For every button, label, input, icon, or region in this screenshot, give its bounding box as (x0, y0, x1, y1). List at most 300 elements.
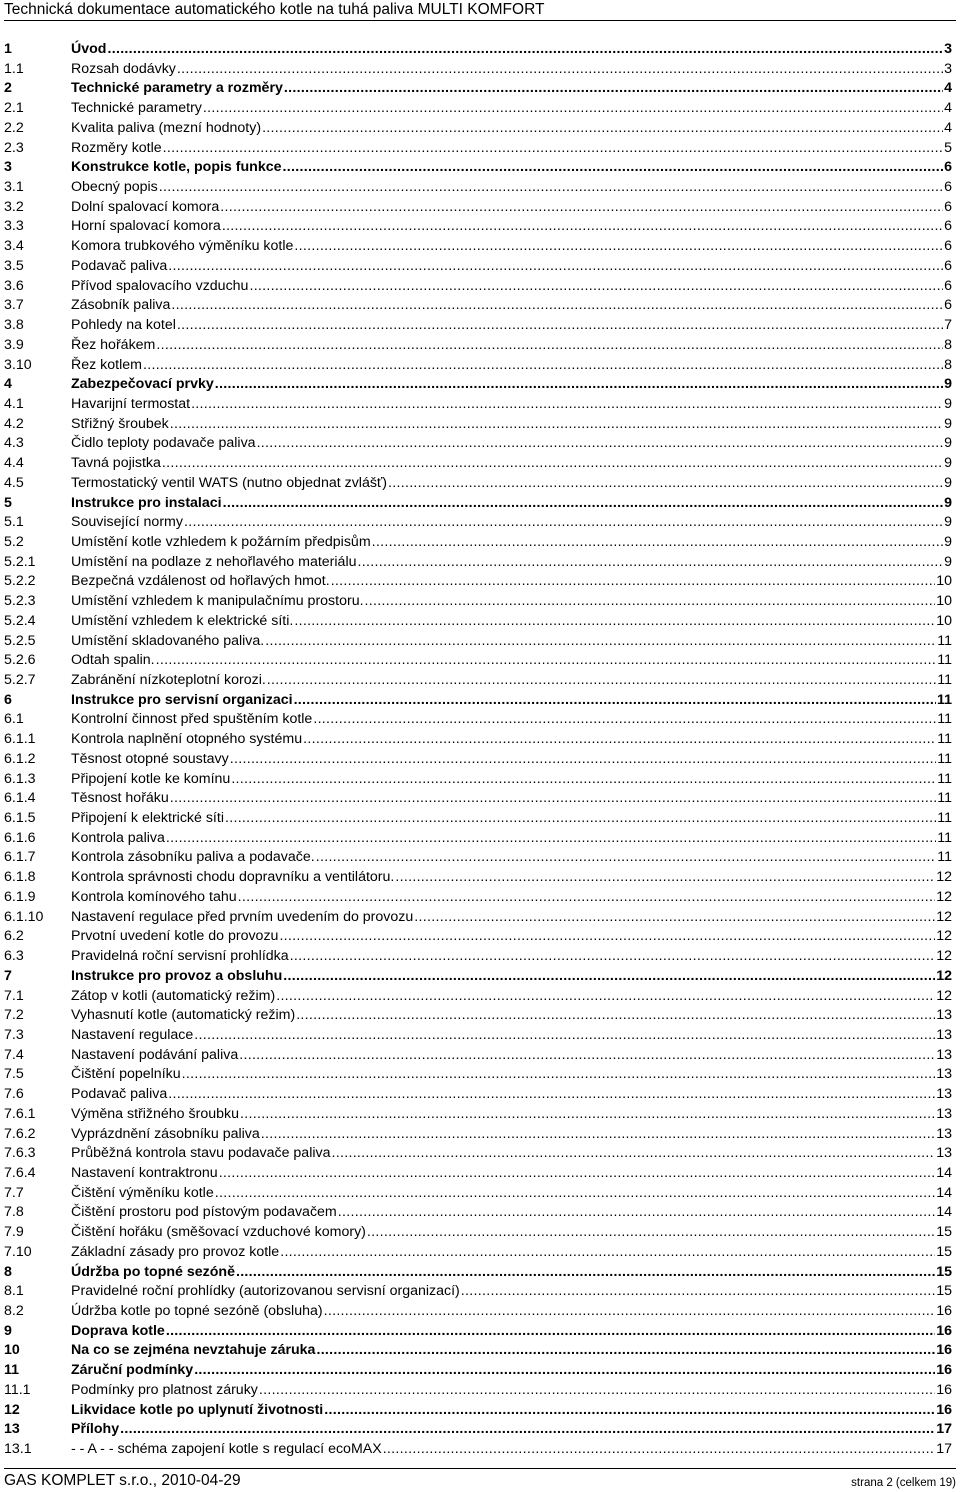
toc-entry-number: 6.1.4 (4, 790, 36, 807)
toc-entry[interactable] (4, 1065, 952, 1085)
toc-entry-page: 16 (936, 1342, 952, 1359)
toc-entry-page: 11 (937, 770, 952, 787)
toc-entry[interactable] (4, 277, 952, 297)
toc-entry-title: Nastavení podávání paliva (71, 1046, 239, 1063)
dot-leader (283, 158, 944, 178)
toc-entry-number: 13 (4, 1421, 20, 1438)
toc-entry-page: 11 (937, 849, 952, 866)
toc-entry-page: 13 (936, 1026, 952, 1043)
toc-entry[interactable] (4, 1440, 952, 1460)
dot-leader (367, 1223, 935, 1243)
dot-leader (290, 947, 936, 967)
toc-entry-title: Úvod (71, 41, 107, 57)
toc-entry-number: 7.1 (4, 987, 24, 1004)
dot-leader (294, 612, 935, 632)
toc-entry-page: 9 (944, 435, 952, 452)
toc-entry-title: Likvidace kotle po uplynutí životnosti (71, 1401, 324, 1418)
dot-leader (222, 217, 943, 237)
toc-entry-number: 7.6.3 (4, 1145, 36, 1162)
dot-leader (316, 1341, 935, 1361)
toc-entry[interactable] (4, 1006, 952, 1026)
toc-entry-number: 3.7 (4, 297, 24, 314)
toc-entry[interactable] (4, 927, 952, 947)
toc-entry[interactable] (4, 730, 952, 750)
dot-leader (338, 1203, 935, 1223)
toc-entry-page: 9 (944, 494, 952, 511)
toc-entry-number: 2.2 (4, 119, 24, 136)
dot-leader (262, 119, 943, 139)
toc-entry[interactable] (4, 99, 952, 119)
toc-entry[interactable] (4, 1401, 952, 1421)
toc-entry-title: Dolní spalovací komora (71, 198, 220, 215)
toc-entry-page: 16 (936, 1322, 952, 1339)
dot-leader (184, 513, 943, 533)
toc-entry-page: 6 (944, 238, 952, 255)
toc-entry-title: Kontrola zásobníku paliva a podavače. (71, 849, 315, 866)
toc-entry[interactable] (4, 336, 952, 356)
toc-entry-page: 14 (936, 1184, 952, 1201)
toc-entry[interactable] (4, 868, 952, 888)
dot-leader (294, 237, 943, 257)
toc-entry[interactable] (4, 415, 952, 435)
toc-entry-number: 3.6 (4, 277, 24, 294)
dot-leader (143, 356, 943, 376)
toc-entry[interactable] (4, 237, 952, 257)
toc-entry-title: Údržba po topné sezóně (71, 1263, 235, 1280)
toc-entry[interactable] (4, 1420, 952, 1440)
toc-entry-page: 4 (944, 100, 952, 117)
dot-leader (215, 1184, 935, 1204)
dot-leader (177, 316, 943, 336)
toc-entry[interactable] (4, 356, 952, 376)
toc-entry-page: 15 (936, 1224, 952, 1241)
toc-entry-page: 16 (936, 1401, 952, 1418)
dot-leader (296, 1006, 935, 1026)
toc-entry-page: 6 (944, 218, 952, 235)
dot-leader (203, 99, 943, 119)
toc-entry-page: 3 (944, 41, 952, 57)
toc-entry-number: 5.2.5 (4, 632, 36, 649)
toc-entry-page: 16 (936, 1303, 952, 1319)
dot-leader (383, 1440, 936, 1460)
dot-leader (231, 770, 936, 790)
toc-entry[interactable] (4, 1322, 952, 1342)
dot-leader (358, 553, 944, 573)
toc-entry-number: 11.1 (4, 1381, 31, 1398)
toc-entry-number: 5.2.4 (4, 612, 36, 629)
toc-entry[interactable] (4, 60, 952, 80)
dot-leader (194, 1361, 935, 1381)
toc-entry[interactable] (4, 1144, 952, 1164)
toc-entry[interactable] (4, 1105, 952, 1125)
toc-entry[interactable] (4, 395, 952, 415)
dot-leader (182, 1065, 936, 1085)
toc-entry-number: 5.2.2 (4, 573, 36, 590)
toc-entry-title: Výměna střižného šroubku (71, 1105, 239, 1122)
dot-leader (223, 494, 944, 514)
toc-entry-page: 12 (936, 869, 952, 886)
toc-entry[interactable] (4, 454, 952, 474)
toc-entry-page: 15 (936, 1243, 952, 1260)
toc-entry-number: 5.2.7 (4, 672, 36, 688)
toc-entry[interactable] (4, 1125, 952, 1145)
dot-leader (166, 829, 936, 849)
toc-entry-title: - - A - - schéma zapojení kotle s regulací ecoMAX (71, 1441, 382, 1458)
toc-entry[interactable] (4, 474, 952, 494)
toc-entry-number: 7.6.1 (4, 1105, 36, 1122)
toc-entry[interactable] (4, 1282, 952, 1302)
toc-entry[interactable] (4, 513, 952, 533)
toc-entry-title: Obecný popis (71, 179, 158, 196)
toc-entry-number: 6 (4, 691, 12, 708)
toc-entry[interactable] (4, 987, 952, 1007)
toc-entry[interactable] (4, 1184, 952, 1204)
toc-entry-title: Podavač paliva (71, 1086, 168, 1103)
toc-entry[interactable] (4, 494, 952, 514)
toc-entry-title: Kontrola naplnění otopného systému (71, 731, 303, 748)
toc-entry-number: 5.2 (4, 533, 24, 550)
toc-entry-title: Rozsah dodávky (71, 60, 176, 77)
toc-entry-number: 6.1.3 (4, 770, 36, 787)
toc-entry[interactable] (4, 888, 952, 908)
toc-entry-title: Pravidelné roční prohlídky (autorizovanou servisní organizací) (71, 1283, 460, 1300)
toc-entry-title: Bezpečná vzdálenost od hořlavých hmot. (71, 573, 330, 590)
toc-entry-title: Technické parametry a rozměry (71, 80, 283, 97)
toc-entry[interactable] (4, 40, 952, 60)
toc-entry[interactable] (4, 296, 952, 316)
toc-entry-title: Kontrolní činnost před spuštěním kotle (71, 711, 313, 728)
dot-leader (191, 395, 943, 415)
toc-entry[interactable] (4, 789, 952, 809)
toc-entry-page: 13 (936, 1145, 952, 1162)
toc-entry[interactable] (4, 1164, 952, 1184)
toc-entry-number: 3 (4, 159, 12, 176)
toc-entry[interactable] (4, 1026, 952, 1046)
toc-entry-title: Záruční podmínky (71, 1362, 194, 1379)
toc-entry-title: Nastavení regulace (71, 1026, 194, 1043)
toc-entry-title: Tavná pojistka (71, 455, 161, 472)
toc-entry-page: 6 (944, 159, 952, 176)
toc-entry-page: 4 (944, 80, 952, 97)
toc-entry-page: 4 (944, 119, 952, 136)
toc-entry[interactable] (4, 1085, 952, 1105)
toc-entry-number: 6.1.7 (4, 849, 36, 866)
toc-entry[interactable] (4, 651, 952, 671)
toc-entry-title: Prvotní uvedení kotle do provozu (71, 928, 279, 945)
dot-leader (294, 691, 936, 711)
toc-entry[interactable] (4, 1381, 952, 1401)
toc-entry[interactable] (4, 967, 952, 987)
toc-entry-title: Zabezpečovací prvky (71, 376, 214, 393)
toc-entry[interactable] (4, 553, 952, 573)
toc-entry-title: Čištění hořáku (směšovací vzduchové komory) (71, 1224, 366, 1241)
page-header (4, 0, 956, 21)
toc-entry[interactable] (4, 316, 952, 336)
toc-entry[interactable] (4, 572, 952, 592)
dot-leader (261, 1125, 935, 1145)
page-footer (4, 1468, 956, 1492)
dot-leader (236, 1263, 935, 1283)
toc-entry-page: 13 (936, 1086, 952, 1103)
toc-entry-number: 5.2.1 (4, 553, 36, 570)
toc-entry[interactable] (4, 257, 952, 277)
toc-entry[interactable] (4, 198, 952, 218)
toc-entry[interactable] (4, 829, 952, 849)
company-and-date: GAS KOMPLET s.r.o., 2010-04-29 (4, 1472, 241, 1489)
toc-entry-page: 12 (936, 888, 952, 905)
toc-entry[interactable] (4, 119, 952, 139)
toc-entry-title: Řez kotlem (71, 356, 142, 373)
toc-entry[interactable] (4, 947, 952, 967)
dot-leader (414, 908, 935, 928)
toc-entry-number: 4.5 (4, 474, 24, 491)
toc-entry-title: Podavač paliva (71, 257, 168, 274)
toc-entry-number: 3.1 (4, 179, 24, 196)
toc-entry-number: 1 (4, 41, 12, 57)
dot-leader (280, 1243, 935, 1263)
toc-entry-page: 8 (944, 356, 952, 373)
toc-entry[interactable] (4, 217, 952, 237)
toc-entry-title: Související normy (71, 514, 183, 531)
toc-entry[interactable] (4, 848, 952, 868)
dot-leader (257, 434, 944, 454)
table-of-contents (4, 40, 952, 1460)
toc-entry-title: Základní zásady pro provoz kotle (71, 1243, 280, 1260)
toc-entry-title: Nastavení regulace před prvním uvedením do provozu (71, 908, 414, 925)
toc-entry-number: 6.2 (4, 928, 24, 945)
toc-entry[interactable] (4, 79, 952, 99)
toc-entry[interactable] (4, 691, 952, 711)
toc-entry[interactable] (4, 158, 952, 178)
dot-leader (225, 809, 936, 829)
toc-entry-number: 3.5 (4, 257, 24, 274)
dot-leader (171, 296, 943, 316)
toc-entry[interactable] (4, 770, 952, 790)
toc-entry-title: Instrukce pro instalaci (71, 494, 222, 511)
toc-entry-number: 7.6.4 (4, 1164, 36, 1181)
toc-entry-number: 4.2 (4, 415, 24, 432)
toc-entry-number: 6.1.9 (4, 888, 36, 905)
dot-leader (120, 1420, 935, 1440)
dot-leader (388, 474, 943, 494)
dot-leader (283, 967, 935, 987)
toc-entry-number: 7.9 (4, 1224, 24, 1241)
toc-entry-title: Čidlo teploty podavače paliva (71, 435, 256, 452)
toc-entry-title: Technické parametry (71, 100, 202, 117)
toc-entry[interactable] (4, 1243, 952, 1263)
toc-entry-title: Zátop v kotli (automatický režim) (71, 987, 276, 1004)
toc-entry-page: 15 (936, 1263, 952, 1280)
toc-entry-number: 8.2 (4, 1303, 24, 1319)
toc-entry-title: Havarijní termostat (71, 395, 191, 412)
toc-entry-page: 13 (936, 1105, 952, 1122)
toc-entry-number: 6.1.2 (4, 750, 36, 767)
toc-entry-page: 9 (944, 376, 952, 393)
toc-entry-page: 16 (936, 1362, 952, 1379)
toc-entry-page: 11 (937, 731, 952, 748)
toc-entry-title: Konstrukce kotle, popis funkce (71, 159, 282, 176)
toc-entry-title: Pravidelná roční servisní prohlídka (71, 948, 289, 965)
toc-entry-page: 9 (944, 415, 952, 432)
toc-entry-number: 7.10 (4, 1243, 32, 1260)
dot-leader (219, 1164, 936, 1184)
toc-entry[interactable] (4, 178, 952, 198)
toc-entry[interactable] (4, 1263, 952, 1283)
toc-entry-title: Termostatický ventil WATS (nutno objednat zvlášť) (71, 474, 387, 491)
toc-entry[interactable] (4, 533, 952, 553)
toc-entry-number: 6.1.10 (4, 908, 44, 925)
dot-leader (313, 710, 936, 730)
dot-leader (194, 1026, 935, 1046)
toc-entry-number: 2 (4, 80, 12, 97)
toc-entry[interactable] (4, 612, 952, 632)
toc-entry-number: 8.1 (4, 1283, 24, 1300)
toc-entry-title: Kvalita paliva (mezní hodnoty) (71, 119, 262, 136)
toc-entry-page: 11 (937, 790, 952, 807)
dot-leader (267, 671, 936, 691)
toc-entry-number: 7.5 (4, 1066, 24, 1083)
toc-entry-page: 17 (936, 1421, 952, 1438)
toc-entry-title: Střižný šroubek (71, 415, 169, 432)
dot-leader (170, 415, 943, 435)
toc-entry-page: 11 (937, 750, 952, 767)
toc-entry-page: 13 (936, 1046, 952, 1063)
toc-entry-page: 12 (936, 987, 952, 1004)
toc-entry[interactable] (4, 434, 952, 454)
toc-entry-number: 6.1.5 (4, 810, 36, 827)
toc-entry-page: 3 (944, 60, 952, 77)
toc-entry[interactable] (4, 592, 952, 612)
toc-entry-title: Instrukce pro provoz a obsluhu (71, 967, 283, 984)
dot-leader (395, 868, 935, 888)
toc-entry-title: Na co se zejména nevztahuje záruka (71, 1342, 316, 1359)
toc-entry-title: Přívod spalovacího vzduchu (71, 277, 249, 294)
toc-entry[interactable] (4, 1223, 952, 1243)
toc-entry-page: 15 (936, 1283, 952, 1300)
dot-leader (303, 730, 936, 750)
toc-entry-number: 10 (4, 1342, 20, 1359)
toc-entry-page: 9 (944, 553, 952, 570)
toc-entry-number: 2.1 (4, 100, 24, 117)
dot-leader (324, 1401, 935, 1421)
toc-entry-title: Zabránění nízkoteplotní korozi. (71, 672, 266, 688)
dot-leader (240, 1105, 935, 1125)
toc-entry-title: Vyhasnutí kotle (automatický režim) (71, 1007, 296, 1024)
toc-entry-number: 5.1 (4, 514, 24, 531)
dot-leader (177, 60, 943, 80)
dot-leader (168, 257, 943, 277)
toc-entry[interactable] (4, 750, 952, 770)
dot-leader (324, 1302, 936, 1322)
toc-entry-title: Čištění výměníku kotle (71, 1184, 214, 1201)
toc-entry-title: Odtah spalin. (71, 652, 155, 669)
toc-entry[interactable] (4, 1361, 952, 1381)
toc-entry-title: Rozměry kotle (71, 139, 162, 156)
dot-leader (168, 1085, 935, 1105)
toc-entry[interactable] (4, 1341, 952, 1361)
toc-entry-number: 4 (4, 376, 12, 393)
toc-entry-page: 16 (936, 1381, 952, 1398)
dot-leader (156, 336, 943, 356)
toc-entry-title: Umístění vzhledem k elektrické síti. (71, 612, 294, 629)
toc-entry-page: 8 (944, 336, 952, 353)
toc-entry[interactable] (4, 671, 952, 691)
toc-entry[interactable] (4, 1046, 952, 1066)
dot-leader (279, 927, 935, 947)
toc-entry-page: 6 (944, 198, 952, 215)
dot-leader (239, 1046, 935, 1066)
dot-leader (166, 1322, 935, 1342)
toc-entry[interactable] (4, 1203, 952, 1223)
toc-entry-title: Údržba kotle po topné sezóně (obsluha) (71, 1303, 323, 1319)
toc-entry-page: 7 (944, 317, 952, 334)
toc-entry-title: Komora trubkového výměníku kotle (71, 238, 294, 255)
toc-entry-title: Pohledy na kotel (71, 317, 176, 334)
toc-entry-number: 13.1 (4, 1441, 32, 1458)
toc-entry-number: 5 (4, 494, 12, 511)
toc-entry-page: 13 (936, 1125, 952, 1142)
toc-entry-number: 4.3 (4, 435, 24, 452)
toc-entry-number: 6.3 (4, 948, 24, 965)
toc-entry-page: 12 (936, 908, 952, 925)
dot-leader (249, 277, 943, 297)
toc-entry-number: 11 (4, 1362, 19, 1379)
dot-leader (230, 750, 937, 770)
toc-entry-number: 7.7 (4, 1184, 24, 1201)
toc-entry-number: 3.10 (4, 356, 32, 373)
toc-entry[interactable] (4, 710, 952, 730)
document-title: Technická dokumentace automatického kotle na tuhá paliva MULTI KOMFORT (4, 1, 545, 18)
toc-entry-page: 13 (936, 1066, 952, 1083)
toc-entry-page: 11 (937, 691, 952, 708)
toc-entry-page: 14 (936, 1204, 952, 1221)
toc-entry-title: Podmínky pro platnost záruky (71, 1381, 258, 1398)
toc-entry-number: 7.8 (4, 1204, 24, 1221)
toc-entry-number: 7.3 (4, 1026, 24, 1043)
toc-entry-number: 5.2.3 (4, 593, 36, 610)
toc-entry-page: 6 (944, 257, 952, 274)
toc-entry-page: 14 (936, 1164, 952, 1181)
toc-entry-number: 3.8 (4, 317, 24, 334)
toc-entry-page: 10 (936, 593, 952, 610)
dot-leader (162, 454, 943, 474)
toc-entry-title: Umístění vzhledem k manipulačnímu prostoru. (71, 593, 364, 610)
toc-entry-title: Instrukce pro servisní organizaci (71, 691, 293, 708)
toc-entry-number: 7.6.2 (4, 1125, 36, 1142)
toc-entry-number: 4.1 (4, 395, 24, 412)
toc-entry[interactable] (4, 375, 952, 395)
toc-entry-page: 9 (944, 395, 952, 412)
toc-entry-title: Řez hořákem (71, 336, 156, 353)
toc-entry-page: 12 (936, 948, 952, 965)
toc-entry[interactable] (4, 632, 952, 652)
toc-entry-page: 11 (937, 652, 952, 669)
dot-leader (107, 40, 943, 60)
toc-entry-page: 17 (936, 1441, 952, 1458)
toc-entry-title: Těsnost hořáku (71, 790, 169, 807)
toc-entry[interactable] (4, 1302, 952, 1322)
toc-entry[interactable] (4, 139, 952, 159)
toc-entry-title: Čištění prostoru pod pístovým podavačem (71, 1204, 337, 1221)
dot-leader (163, 139, 943, 159)
dot-leader (461, 1282, 935, 1302)
dot-leader (220, 198, 943, 218)
toc-entry[interactable] (4, 908, 952, 928)
toc-entry-title: Doprava kotle (71, 1322, 165, 1339)
toc-entry[interactable] (4, 809, 952, 829)
toc-entry-number: 4.4 (4, 455, 24, 472)
toc-entry-page: 11 (937, 810, 952, 827)
